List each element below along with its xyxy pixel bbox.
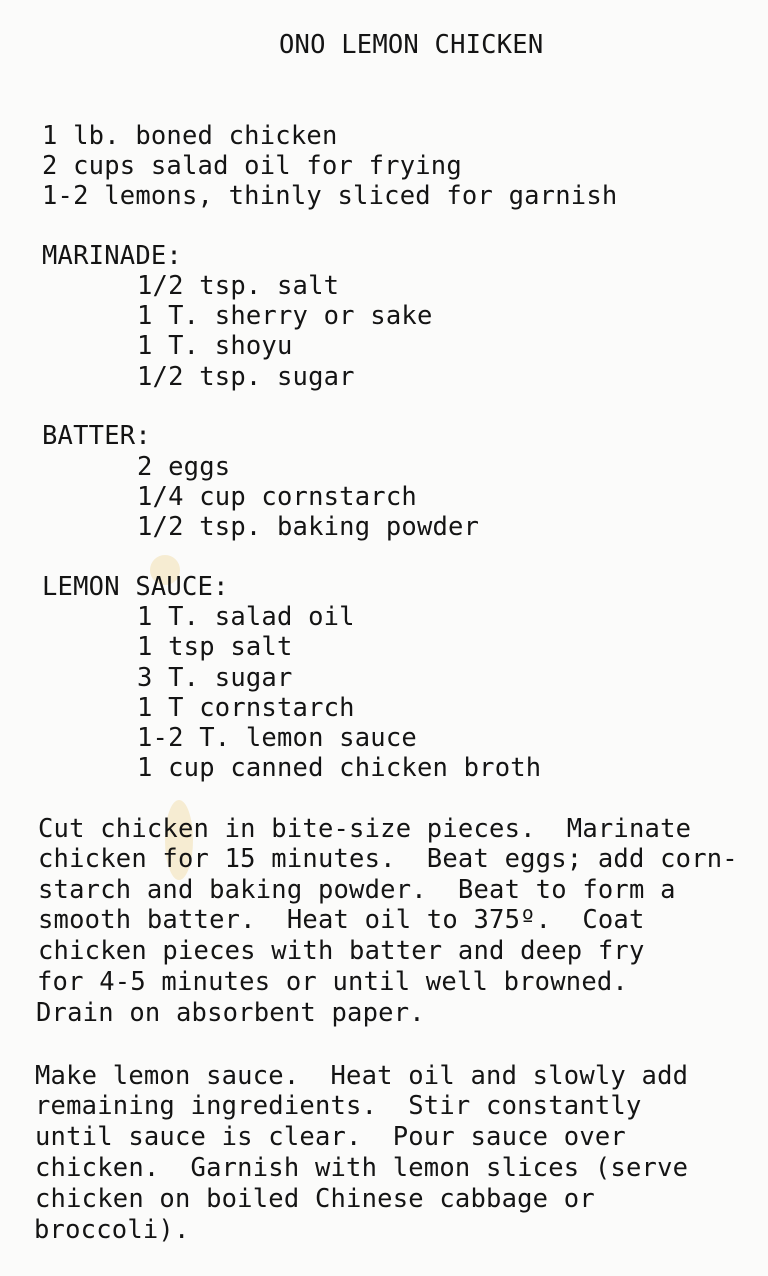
directions-line: Drain on absorbent paper.	[36, 998, 425, 1028]
page-title: ONO LEMON CHICKEN	[279, 30, 544, 60]
directions-line: smooth batter. Heat oil to 375º. Coat	[38, 905, 645, 935]
lemon-sauce-item: 1-2 T. lemon sauce	[137, 723, 417, 753]
batter-item: 2 eggs	[137, 452, 231, 482]
directions-line: Cut chicken in bite-size pieces. Marinate	[38, 814, 692, 844]
ingredient: 1-2 lemons, thinly sliced for garnish	[42, 181, 618, 211]
batter-heading: BATTER:	[42, 421, 151, 451]
marinade-item: 1 T. shoyu	[137, 331, 293, 361]
directions-line: broccoli).	[34, 1215, 190, 1245]
batter-item: 1/4 cup cornstarch	[137, 482, 417, 512]
batter-item: 1/2 tsp. baking powder	[137, 512, 480, 542]
directions-line: until sauce is clear. Pour sauce over	[35, 1122, 626, 1152]
ingredient: 1 lb. boned chicken	[42, 121, 338, 151]
ingredient: 2 cups salad oil for frying	[42, 151, 462, 181]
directions-line: chicken pieces with batter and deep fry	[38, 936, 645, 966]
directions-line: chicken for 15 minutes. Beat eggs; add corn-	[38, 844, 738, 874]
marinade-item: 1 T. sherry or sake	[137, 301, 433, 331]
marinade-item: 1/2 tsp. sugar	[137, 362, 355, 392]
lemon-sauce-item: 3 T. sugar	[137, 663, 293, 693]
directions-line: Make lemon sauce. Heat oil and slowly add	[35, 1061, 689, 1091]
marinade-heading: MARINADE:	[42, 241, 182, 271]
directions-line: chicken. Garnish with lemon slices (serve	[35, 1153, 689, 1183]
directions-line: starch and baking powder. Beat to form a	[38, 875, 676, 905]
lemon-sauce-heading: LEMON SAUCE:	[42, 572, 229, 602]
marinade-item: 1/2 tsp. salt	[137, 271, 340, 301]
lemon-sauce-item: 1 cup canned chicken broth	[137, 753, 542, 783]
directions-line: for 4-5 minutes or until well browned.	[37, 967, 628, 997]
lemon-sauce-item: 1 T cornstarch	[137, 693, 355, 723]
directions-line: chicken on boiled Chinese cabbage or	[35, 1184, 595, 1214]
directions-line: remaining ingredients. Stir constantly	[35, 1091, 642, 1121]
lemon-sauce-item: 1 T. salad oil	[137, 602, 355, 632]
lemon-sauce-item: 1 tsp salt	[137, 632, 293, 662]
